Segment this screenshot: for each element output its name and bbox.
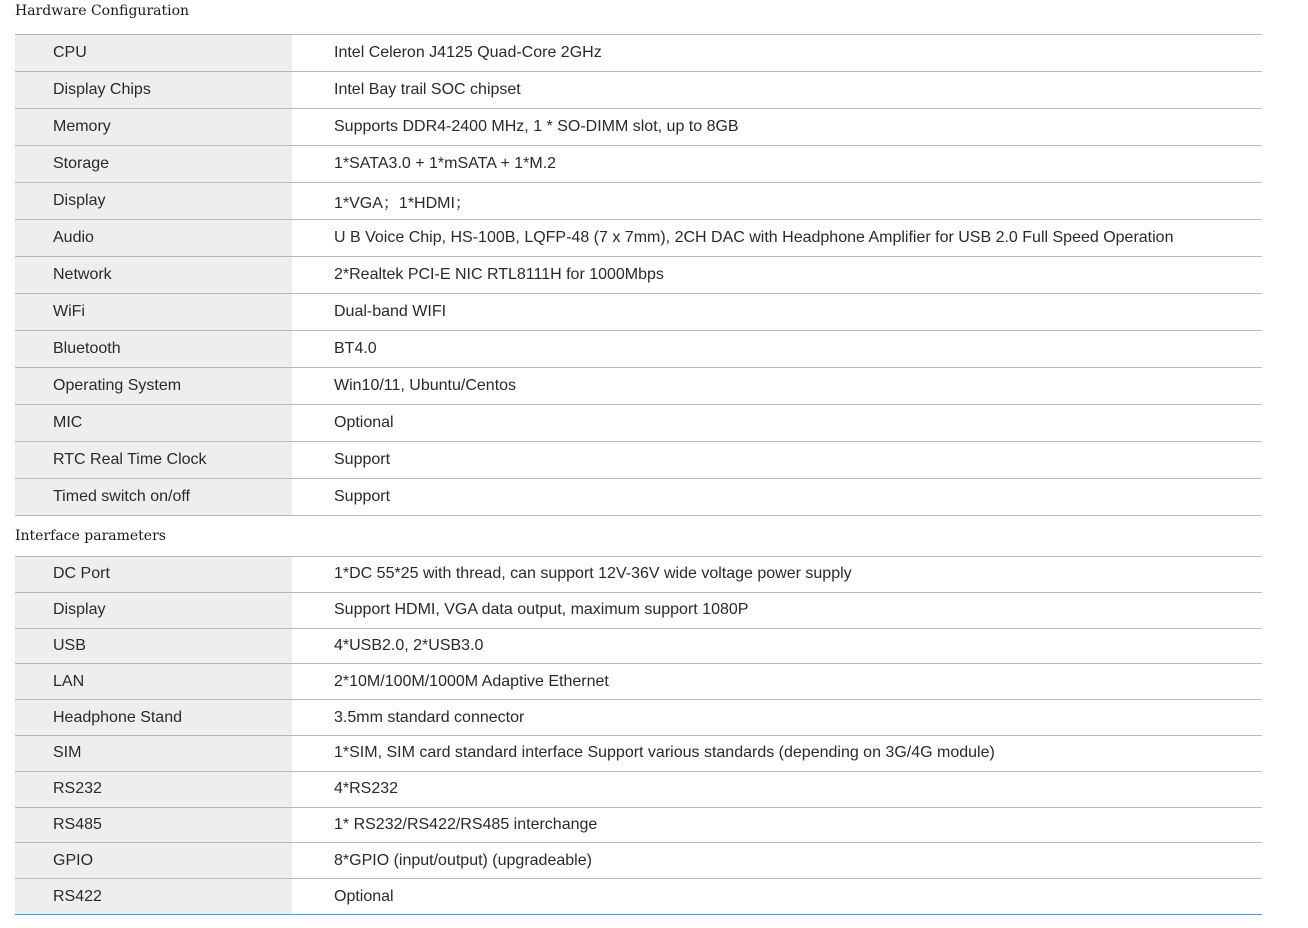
spec-label: MIC <box>15 405 292 442</box>
table-row <box>15 807 1262 843</box>
table-row <box>15 405 1262 442</box>
table-row <box>15 700 1262 736</box>
table-row <box>15 442 1262 479</box>
spec-value: Supports DDR4-2400 MHz, 1 * SO-DIMM slot, up to 8GB <box>292 109 1262 146</box>
spec-value: 1*DC 55*25 with thread, can support 12V-36V wide voltage power supply <box>292 557 1262 593</box>
spec-label: Memory <box>15 109 292 146</box>
spec-label: GPIO <box>15 843 292 879</box>
table-row <box>15 331 1262 368</box>
spec-value: Support HDMI, VGA data output, maximum support 1080P <box>292 592 1262 628</box>
spec-label: Operating System <box>15 368 292 405</box>
spec-value: Optional <box>292 405 1262 442</box>
spec-label: RS422 <box>15 879 292 915</box>
table-row <box>15 664 1262 700</box>
table-row <box>15 592 1262 628</box>
spec-value: Support <box>292 442 1262 479</box>
spec-value: BT4.0 <box>292 331 1262 368</box>
table-row <box>15 72 1262 109</box>
spec-label: Timed switch on/off <box>15 479 292 516</box>
spec-value: Optional <box>292 879 1262 915</box>
spec-value: 1*VGA；1*HDMI； <box>292 183 1262 220</box>
spec-value: 2*10M/100M/1000M Adaptive Ethernet <box>292 664 1262 700</box>
table-row <box>15 479 1262 516</box>
spec-label: RS232 <box>15 771 292 807</box>
spec-label: Display <box>15 183 292 220</box>
spec-label: SIM <box>15 735 292 771</box>
table-row <box>15 368 1262 405</box>
spec-value: Win10/11, Ubuntu/Centos <box>292 368 1262 405</box>
spec-label: Audio <box>15 220 292 257</box>
spec-value: U B Voice Chip, HS-100B, LQFP-48 (7 x 7mm), 2CH DAC with Headphone Amplifier for USB 2.0 Full Speed Operation <box>292 220 1262 257</box>
table-row <box>15 35 1262 72</box>
spec-value: 2*Realtek PCI-E NIC RTL8111H for 1000Mbps <box>292 257 1262 294</box>
section-title-hardware-configuration: Hardware Configuration <box>15 3 190 19</box>
table-row <box>15 146 1262 183</box>
spec-value: 1*SATA3.0 + 1*mSATA + 1*M.2 <box>292 146 1262 183</box>
spec-label: RS485 <box>15 807 292 843</box>
spec-label: DC Port <box>15 557 292 593</box>
spec-label: Display Chips <box>15 72 292 109</box>
table-row <box>15 109 1262 146</box>
spec-label: USB <box>15 628 292 664</box>
spec-label: CPU <box>15 35 292 72</box>
spec-value: 1*SIM, SIM card standard interface Support various standards (depending on 3G/4G module) <box>292 735 1262 771</box>
spec-value: 1* RS232/RS422/RS485 interchange <box>292 807 1262 843</box>
hardware-configuration-table-body <box>15 35 1262 516</box>
hardware-configuration-table <box>15 34 1262 516</box>
table-row <box>15 843 1262 879</box>
spec-label: Bluetooth <box>15 331 292 368</box>
spec-label: Storage <box>15 146 292 183</box>
spec-value: 8*GPIO (input/output) (upgradeable) <box>292 843 1262 879</box>
table-row <box>15 771 1262 807</box>
section-title-interface-parameters: Interface parameters <box>15 528 166 544</box>
spec-value: 3.5mm standard connector <box>292 700 1262 736</box>
interface-parameters-table <box>15 556 1262 915</box>
spec-value: Dual-band WIFI <box>292 294 1262 331</box>
spec-label: Display <box>15 592 292 628</box>
table-row <box>15 294 1262 331</box>
table-row <box>15 557 1262 593</box>
spec-label: WiFi <box>15 294 292 331</box>
table-row <box>15 628 1262 664</box>
spec-label: LAN <box>15 664 292 700</box>
interface-parameters-table-body <box>15 557 1262 915</box>
spec-label: Headphone Stand <box>15 700 292 736</box>
table-row <box>15 220 1262 257</box>
spec-label: RTC Real Time Clock <box>15 442 292 479</box>
spec-value: Intel Celeron J4125 Quad-Core 2GHz <box>292 35 1262 72</box>
spec-value: Support <box>292 479 1262 516</box>
spec-value: 4*RS232 <box>292 771 1262 807</box>
spec-label: Network <box>15 257 292 294</box>
table-row <box>15 735 1262 771</box>
spec-value: Intel Bay trail SOC chipset <box>292 72 1262 109</box>
table-row <box>15 183 1262 220</box>
spec-value: 4*USB2.0, 2*USB3.0 <box>292 628 1262 664</box>
table-row <box>15 879 1262 915</box>
table-row <box>15 257 1262 294</box>
